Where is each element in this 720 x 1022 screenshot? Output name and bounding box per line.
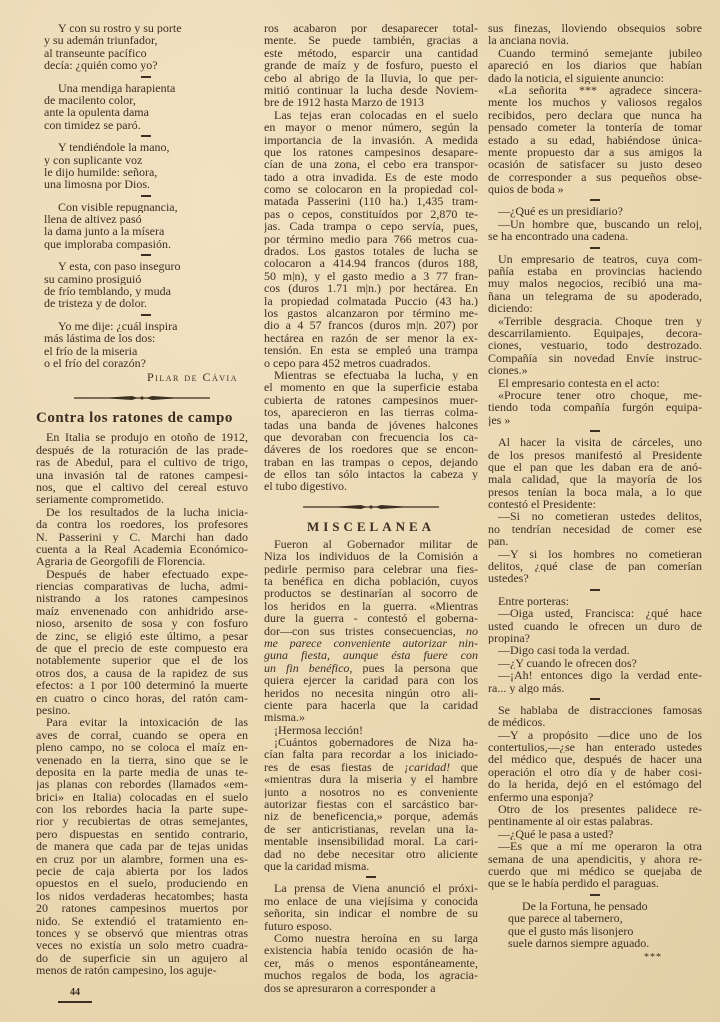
text-line: dado la noticia, el siguiente anuncio: bbox=[488, 71, 664, 84]
text-line: efectos: a 1 por 100 determinó la muerte bbox=[36, 679, 248, 692]
text-line: futuro esposo. bbox=[264, 919, 332, 932]
paragraph bbox=[36, 431, 248, 505]
text-line: dos se apresuraron a corresponder a bbox=[264, 981, 436, 994]
text-line: existencia había tenido ocasión de ha- bbox=[264, 944, 478, 957]
column-2 bbox=[264, 22, 478, 994]
text-line: Las tejas eran colocadas en el suelo bbox=[274, 108, 478, 122]
text-line: señorita, sin indicar el nombre de su bbox=[264, 907, 478, 920]
stanza bbox=[44, 82, 248, 132]
text-line: que parece al tabernero, bbox=[508, 912, 623, 925]
text-line: —Oiga usted, Francisca: ¿qué hace bbox=[498, 607, 702, 620]
text-line: de que el precio de este compuesto era bbox=[36, 642, 248, 655]
stanza bbox=[44, 320, 248, 370]
misc-paragraph-gobernador bbox=[264, 538, 478, 873]
paragraph bbox=[488, 436, 702, 510]
column-1 bbox=[36, 22, 248, 1003]
text-line: —Un hombre que, buscando un reloj, bbox=[498, 217, 702, 231]
text-line: en cruz por un alambre, formen una es- bbox=[36, 852, 248, 866]
paragraph bbox=[264, 882, 478, 932]
text-line: el momento en que la superficie estaba bbox=[264, 381, 478, 394]
paragraph bbox=[36, 716, 248, 976]
text-line: Para evitar la intoxicación de las bbox=[46, 716, 248, 729]
stanza bbox=[44, 260, 248, 310]
text-line: una limosna por Dios. bbox=[44, 178, 150, 191]
stanza-dash bbox=[141, 135, 151, 137]
text-line: Niza los individuos de la Comisión a bbox=[264, 550, 478, 563]
text-span: res de esas fiestas de bbox=[264, 760, 394, 774]
stanza-dash bbox=[141, 76, 151, 78]
misc-porteras bbox=[488, 595, 702, 694]
text-line: por término medio para 766 metros cua- bbox=[264, 232, 478, 246]
text-line: dad no debe necesitar otro aliciente bbox=[264, 847, 478, 860]
text-line: quiera ejercer la caridad para con los bbox=[264, 674, 478, 687]
text-line: drados. Los gastos totales de lucha se bbox=[264, 245, 478, 258]
text-line: del médico que, después de hacer una bbox=[488, 753, 702, 766]
text-line: muy malos negocios, recibió una ma- bbox=[488, 277, 702, 290]
text-line: cuenta a la Real Academia Económico- bbox=[36, 542, 248, 556]
text-line: el tubo digestivo. bbox=[264, 480, 347, 493]
text-line: —¡Ah! entonces digo la verdad ente- bbox=[498, 669, 702, 682]
text-line: productos se destinarían al socorro de bbox=[264, 587, 478, 600]
text-line: nido. Se extendió el tratamiento en- bbox=[36, 914, 248, 927]
text-line: contertulios,—¿se han enterado ustedes bbox=[488, 741, 702, 754]
text-line: de tristeza y de dolor. bbox=[44, 297, 147, 310]
text-line: tos, aparecieron en las tierras colma- bbox=[264, 406, 478, 419]
paragraph bbox=[488, 253, 702, 315]
misc-viena-continued bbox=[488, 22, 702, 195]
paragraph bbox=[264, 369, 478, 493]
text-line: mente los muchos y valiosos regalos bbox=[488, 96, 702, 109]
text-line: que la caridad misma. bbox=[264, 860, 370, 873]
text-line: mentable insensibilidad moral. La cari- bbox=[264, 835, 478, 848]
text-line: deposita en la parte media de unas te- bbox=[36, 765, 248, 779]
text-line: veces no existía un solo metro cuadra- bbox=[36, 939, 248, 952]
text-line: niz de beneficencia,» porque, además bbox=[264, 810, 478, 823]
text-line: De la Fortuna, he pensado bbox=[522, 899, 648, 913]
paragraph bbox=[488, 840, 702, 890]
text-line: Después de haber efectuado expe- bbox=[46, 567, 248, 581]
text-line: tado a otra invadida. Es de este modo bbox=[264, 170, 478, 184]
article-body-continued bbox=[264, 22, 478, 493]
text-line: o el frío del corazón? bbox=[44, 356, 146, 370]
text-line: mente. Se puede también, gracias a bbox=[264, 34, 478, 47]
text-line: matada Passerini (110 ha.) 1,435 tram- bbox=[264, 195, 478, 208]
paragraph bbox=[488, 704, 702, 729]
text-line: usted cuando le ofrecen un duro de bbox=[488, 619, 702, 632]
text-line: «Procure tener otro choque, me- bbox=[498, 388, 702, 402]
text-line: pedirle permiso para celebrar una fies- bbox=[264, 562, 478, 576]
text-line: Mientras se efectuaba la lucha, y en bbox=[274, 368, 478, 382]
paragraph bbox=[488, 595, 702, 607]
text-line: cubierta de ratones campesinos muer- bbox=[264, 393, 478, 407]
paragraph bbox=[488, 828, 702, 840]
paragraph bbox=[488, 377, 702, 389]
text-line: cebo al abrigo de la lluvia, lo que per- bbox=[264, 71, 478, 84]
text-line: los heridos en la guerra. «Mientras bbox=[264, 599, 478, 613]
text-line: descarrilamiento. Equipajes, decora- bbox=[488, 326, 702, 340]
misc-presidiario bbox=[488, 205, 702, 242]
text-line: tensión. En esta se empleó una trampa bbox=[264, 344, 478, 357]
text-line: la anciana novia. bbox=[488, 34, 569, 47]
text-line: En Italia se produjo en otoño de 1912, bbox=[46, 431, 248, 444]
text-line: ¡Hermosa lección! bbox=[274, 723, 363, 737]
text-line: El empresario contesta en el acto: bbox=[498, 376, 660, 389]
text-line: cían falta para recordar a los iniciado- bbox=[264, 748, 478, 761]
text-line: pecie de caja abierta por los lados bbox=[36, 865, 248, 878]
text-line: semana de una apendicitis, y ahora re- bbox=[488, 852, 702, 865]
text-line: apareció en los diarios que habían bbox=[488, 59, 702, 72]
text-line: la propiedad colmatada Puccio (43 ha.) bbox=[264, 294, 478, 307]
text-line: en cuatro o cinco horas, del ratón cam- bbox=[36, 691, 248, 704]
text-line: cer, más o menos espontáneamente, bbox=[264, 956, 478, 970]
text-line: cos (duros 1.71 m|n.) por hectárea. En bbox=[264, 282, 478, 295]
text-line: rior y recubiertas de otras semejantes, bbox=[36, 815, 248, 828]
text-line: mitió continuar la lucha desde Noviem- bbox=[264, 83, 478, 97]
text-line: enfermo una esponja? bbox=[488, 790, 594, 804]
text-line: 50 m|n), y el gasto medio a 3 77 fran- bbox=[264, 269, 478, 283]
text-line: se ha encontrado una cadena. bbox=[488, 230, 629, 243]
text-line: tadas una banda de jóvenes halcones bbox=[264, 418, 478, 431]
text-line: Fueron al Gobernador militar de bbox=[274, 537, 478, 551]
text-line: de médicos. bbox=[488, 716, 546, 729]
text-line: más lástima de los dos: bbox=[44, 332, 156, 345]
section-dash bbox=[590, 430, 600, 432]
text-line: contestó el Presidente: bbox=[488, 498, 596, 511]
text-line: operación el otro día y de haber cosi- bbox=[488, 765, 702, 779]
text-line: importancia de la invasión. A medida bbox=[264, 133, 478, 146]
text-line: de zinc, se eligió este último, a pesar bbox=[36, 629, 248, 643]
text-line: al transeunte pacífico bbox=[44, 46, 147, 60]
text-line: de macilento color, bbox=[44, 93, 136, 107]
section-title-miscelanea: MISCELANEA bbox=[306, 518, 436, 534]
paragraph bbox=[264, 22, 478, 109]
text-line: de corresponder a sus pequeños obse- bbox=[488, 170, 702, 184]
text-line: ñana un telegrama de su apoderado, bbox=[488, 289, 702, 303]
text-line: los nidos verdaderas hecatombes; hasta bbox=[36, 889, 248, 903]
text-line: estado a su edad, habiéndose única- bbox=[488, 133, 702, 146]
misc-paragraph-viena bbox=[264, 882, 478, 994]
section-dash bbox=[590, 894, 600, 896]
article-body bbox=[36, 431, 248, 976]
text-line: le dijo humilde: señora, bbox=[44, 165, 158, 179]
text-line: jas. Cada trampa o cepo servía, pues, bbox=[264, 220, 478, 233]
text-line: menos de ratón campesino, los aguje- bbox=[36, 964, 217, 977]
text-line: autorizar fiestas con el sarcástico bar- bbox=[264, 798, 478, 811]
text-line: presos tenían la boca mala, a lo que bbox=[488, 485, 702, 499]
text-line: que el gusto más lisonjero bbox=[508, 924, 634, 937]
text-line: pan. bbox=[488, 535, 509, 548]
text-line: Una mendiga harapienta bbox=[58, 81, 176, 94]
text-line: seriamente comprometido. bbox=[36, 493, 164, 506]
text-span: dor—con sus tristes consecuencias, bbox=[264, 624, 456, 637]
text-line: colocaron a 414.94 francos (duros 188, bbox=[264, 257, 478, 270]
text-line: Al hacer la visita de cárceles, uno bbox=[498, 436, 702, 449]
text-line: ocasión de satisfacer su justo deseo bbox=[488, 158, 702, 171]
text-line: decía: ¿quién como yo? bbox=[44, 59, 158, 72]
text-line: dure la guerra - contestó el goberna- bbox=[264, 612, 478, 625]
text-line: cían de una zona, el cebo era transpor- bbox=[264, 158, 478, 171]
paragraph bbox=[488, 657, 702, 669]
paragraph bbox=[488, 803, 702, 828]
paragraph bbox=[488, 218, 702, 243]
text-line: el frío de la miseria bbox=[44, 344, 138, 357]
text-line: da contra los roedores, los profesores bbox=[36, 518, 248, 531]
text-line: la dama junto a la mísera bbox=[44, 225, 165, 238]
text-line: de ser anticristianas, revelan una la- bbox=[264, 822, 478, 836]
section-dash bbox=[590, 199, 600, 201]
text-line: o cepo para 452 metros cuadrados. bbox=[264, 356, 431, 369]
text-line: nistrando a los ratones campesinos bbox=[36, 592, 248, 605]
text-line: y con suplicante voz bbox=[44, 153, 143, 166]
text-line: pero dispuestas en sentido contrario, bbox=[36, 827, 248, 841]
section-dash bbox=[366, 876, 376, 878]
text-line: que imploraba compasión. bbox=[44, 237, 171, 251]
text-line: heridos no necesita ningún otro ali- bbox=[264, 686, 478, 699]
text-line: llena de altivez pasó bbox=[44, 213, 142, 226]
text-line: que el pan que les daban era de anó- bbox=[488, 460, 702, 474]
text-line: aves de corral, cuando se opera en bbox=[36, 728, 248, 742]
italic-line: guna fiesta, aunque ésta fuere con bbox=[264, 649, 478, 662]
text-line: Con visible repugnancia, bbox=[58, 200, 178, 214]
text-line: Y tendiéndole la mano, bbox=[58, 141, 170, 154]
text-line: suele darnos siempre aguado. bbox=[508, 936, 650, 950]
paragraph bbox=[488, 22, 702, 47]
italic-line: me parece conveniente autorizar nin- bbox=[264, 636, 478, 650]
text-line: con los rebordes hacia la parte supe- bbox=[36, 803, 248, 816]
paragraph bbox=[264, 109, 478, 369]
misc-carceles bbox=[488, 436, 702, 585]
text-line: —¿Qué es un presidiario? bbox=[498, 205, 623, 218]
text-line: que se le había perdido el paraguas. bbox=[488, 877, 659, 890]
text-line: pensado cometer la tontería de tomar bbox=[488, 121, 702, 134]
article-title: Contra los ratones de campo bbox=[36, 410, 233, 427]
text-line: recibidos, pero declara que nunca ha bbox=[488, 108, 702, 122]
text-line: quios de boda » bbox=[488, 183, 564, 196]
text-line: notablemente superior que el de los bbox=[36, 654, 248, 667]
text-line: bre de 1912 hasta Marzo de 1913 bbox=[264, 96, 424, 109]
paragraph bbox=[264, 932, 478, 994]
paragraph bbox=[488, 315, 702, 377]
text-line: grande de maíz y de fosfuro, puesto el bbox=[264, 59, 478, 72]
text-line: —Si no cometieran ustedes delitos, bbox=[498, 510, 702, 523]
text-line: ciente para hacerla que la caridad bbox=[264, 698, 478, 712]
paragraph bbox=[488, 389, 702, 426]
text-line: otros dos, a causa de la rapidez de sus bbox=[36, 666, 248, 680]
text-line: —¿Y cuando le ofrecen dos? bbox=[498, 656, 637, 670]
paragraph bbox=[488, 510, 702, 547]
section-dash bbox=[590, 247, 600, 249]
text-line: N. Passerini y C. Marchi han dado bbox=[36, 530, 248, 543]
ornament-divider bbox=[301, 503, 441, 511]
text-line: De los resultados de la lucha inicia- bbox=[46, 505, 248, 519]
section-dash bbox=[590, 589, 600, 591]
text-line: en mayor o menor número, según la bbox=[264, 121, 478, 134]
paragraph bbox=[488, 205, 702, 217]
text-line: que devoraban con frecuencia los ca- bbox=[264, 430, 478, 444]
text-line: 20 ratones campesinos muertos por bbox=[36, 902, 248, 915]
text-line: pleno campo, no se coloca el maíz en- bbox=[36, 741, 248, 754]
text-line: de frío temblando, y muda bbox=[44, 285, 171, 298]
text-line: no tendrían necesidad de comer ese bbox=[488, 522, 702, 536]
text-line: pesino. bbox=[36, 703, 71, 717]
text-line: jes » bbox=[488, 413, 511, 427]
text-line: de ellos tan sólo intactos la cabeza y bbox=[264, 468, 478, 481]
text-line: ante la opulenta dama bbox=[44, 106, 149, 119]
text-line: jas planas con rebordes (llamados «em- bbox=[36, 778, 248, 791]
poem-author: Pilar de Cávia bbox=[146, 370, 238, 385]
misc-empresario bbox=[488, 253, 702, 426]
text-line: «Terrible desgracia. Choque tren y bbox=[498, 314, 702, 327]
text-span: que bbox=[460, 760, 478, 774]
paragraph bbox=[488, 84, 702, 196]
text-line: pentinamente al oir estas palabras. bbox=[488, 815, 653, 828]
final-verse bbox=[488, 900, 702, 950]
text-line: cuerdo que mi médico se quejaba de bbox=[488, 865, 702, 878]
text-line: con timidez se paró. bbox=[44, 118, 141, 132]
text-line: de manera que cada par de tejas unidas bbox=[36, 840, 248, 853]
text-line: sus finezas, lloviendo obsequios sobre bbox=[488, 22, 702, 35]
text-line: como se colocaron en la propiedad col- bbox=[264, 183, 478, 196]
text-line bbox=[264, 761, 478, 773]
paragraph bbox=[488, 669, 702, 694]
text-line: maíz envenenado con anhidrido arse- bbox=[36, 604, 248, 618]
ornament-divider bbox=[72, 394, 212, 402]
text-line: do de superficie sin un agujero al bbox=[36, 951, 248, 965]
text-line: junto a nosotros no es conveniente bbox=[264, 785, 478, 799]
text-line: mente propuesto dar a sus amigos la bbox=[488, 145, 702, 159]
text-line: ustedes? bbox=[488, 572, 529, 585]
stanza-dash bbox=[141, 314, 151, 316]
text-line: este método, esparcir una cantidad bbox=[264, 46, 478, 60]
text-line bbox=[264, 662, 478, 674]
text-line: ¡Cuántos gobernadores de Niza ha- bbox=[274, 736, 478, 749]
final-signature: *** bbox=[644, 952, 662, 964]
text-line: Un empresario de teatros, cuya com- bbox=[498, 252, 702, 266]
text-line: ciones.» bbox=[488, 364, 528, 377]
text-line: Y con su rostro y su porte bbox=[58, 22, 182, 35]
text-line: y su ademán triunfador, bbox=[44, 34, 158, 47]
text-line: ciones, vestuario, todo destrozado. bbox=[488, 339, 702, 352]
text-line: que los ratones campesinos desapare- bbox=[264, 145, 478, 159]
text-line: La prensa de Viena anunció el próxi- bbox=[274, 882, 478, 895]
text-line: dáveres de los roedores que se encon- bbox=[264, 443, 478, 456]
text-line: —Y a propósito —dice uno de los bbox=[498, 728, 702, 742]
text-line: nos, que el caltivo del cereal estuvo bbox=[36, 480, 248, 494]
stanza bbox=[44, 22, 248, 72]
text-line: Otro de los presentes palidece re- bbox=[498, 803, 702, 816]
text-line: después de la roturación de las prade- bbox=[36, 443, 248, 457]
text-line: Se hablaba de distracciones famosas bbox=[498, 703, 702, 717]
text-line: de los presos manifestó al Presidente bbox=[488, 448, 702, 461]
italic-span: no bbox=[466, 624, 478, 637]
stanza-dash bbox=[141, 195, 151, 197]
page-footer bbox=[36, 985, 248, 1003]
text-line: su camino prosiguió bbox=[44, 272, 142, 286]
text-line: diciendo: bbox=[488, 302, 533, 315]
text-line: opuestos en el suelo, produciendo en bbox=[36, 877, 248, 890]
text-line: brici» en Italia) colocadas en el suelo bbox=[36, 790, 248, 804]
italic-span: ¡caridad! bbox=[404, 760, 451, 774]
text-line: Agraria de Georgofili de Florencia. bbox=[36, 555, 206, 568]
paragraph bbox=[488, 607, 702, 644]
text-line: mo enlace de una viejísima y conocida bbox=[264, 894, 478, 908]
text-line: ros acabaron por desaparecer total- bbox=[264, 22, 478, 35]
text-line: Entre porteras: bbox=[498, 594, 569, 608]
text-line: «mientras dura la miseria y el hambre bbox=[264, 773, 478, 786]
misc-medicos bbox=[488, 704, 702, 890]
text-line: Yo me dije: ¿cuál inspira bbox=[58, 319, 178, 333]
text-line: —Es que a mí me operaron la otra bbox=[498, 840, 702, 853]
paragraph bbox=[488, 47, 702, 84]
poem bbox=[36, 22, 248, 369]
text-line: —¿Qué le pasa a usted? bbox=[498, 827, 614, 841]
text-line: Como nuestra heroína en su larga bbox=[274, 931, 478, 945]
paragraph bbox=[36, 506, 248, 568]
paragraph bbox=[488, 729, 702, 803]
text-line: pas o cepos, constituídos por 2,870 te- bbox=[264, 207, 478, 221]
text-line: traban en las trampas o cepos, dejando bbox=[264, 455, 478, 469]
text-line: ras de Abedul, para el cultivo de trigo, bbox=[36, 456, 248, 469]
text-line: los gastos alcanzaron por término me- bbox=[264, 306, 478, 320]
text-line: tonces y se observó que mientras otras bbox=[36, 927, 248, 940]
text-line: misma.» bbox=[264, 711, 305, 724]
text-line: delitos, ¿qué clase de pan comerían bbox=[488, 560, 702, 573]
stanza bbox=[44, 141, 248, 191]
column-3 bbox=[488, 22, 702, 964]
text-line: una invasión tal de ratones campesi- bbox=[36, 468, 248, 481]
stanza-dash bbox=[141, 254, 151, 256]
text-line: do la herida, dejó en el estómago del bbox=[488, 778, 702, 791]
text-line: —Y si los hombres no cometieran bbox=[498, 547, 702, 561]
text-span: pues la persona que bbox=[362, 661, 478, 675]
text-line: pañía estaba en provincias haciendo bbox=[488, 265, 702, 278]
text-line: propina? bbox=[488, 631, 530, 645]
text-line: muchos regalos de boda, los agracia- bbox=[264, 969, 478, 982]
paragraph bbox=[36, 568, 248, 717]
text-line: Compañía sin novedad Envíe instruc- bbox=[488, 351, 702, 365]
paragraph bbox=[488, 644, 702, 656]
text-line: Y esta, con paso inseguro bbox=[58, 260, 181, 273]
text-line: dio a 4 57 francos (duros m|n. 207) por bbox=[264, 319, 478, 332]
text-line: —Digo casi toda la verdad. bbox=[498, 644, 630, 657]
text-line: ra... y algo más. bbox=[488, 681, 565, 694]
text-line: ta benéfica en dicha población, cuyos bbox=[264, 575, 478, 588]
italic-span: un fin benéfico, bbox=[264, 661, 353, 675]
text-line: venenado en la tierra, sino que se le bbox=[36, 753, 248, 766]
text-line: riencias comparativas de lucha, admi- bbox=[36, 580, 248, 593]
text-line: «La señorita *** agradece sincera- bbox=[498, 83, 702, 97]
text-line: mala calidad, que la mayoría de los bbox=[488, 473, 702, 486]
paragraph bbox=[488, 548, 702, 585]
section-dash bbox=[590, 698, 600, 700]
text-line: Cuando terminó semejante jubileo bbox=[498, 46, 702, 60]
text-line bbox=[264, 625, 478, 637]
text-line: nioso, arsenito de sosa y con fosfuro bbox=[36, 617, 248, 630]
stanza bbox=[44, 201, 248, 251]
page-number: 44 bbox=[58, 987, 92, 1003]
text-line: hectárea en razón de ser menor la ex- bbox=[264, 331, 478, 345]
text-line: tiendo toda compañía furgón equipa- bbox=[488, 401, 702, 414]
